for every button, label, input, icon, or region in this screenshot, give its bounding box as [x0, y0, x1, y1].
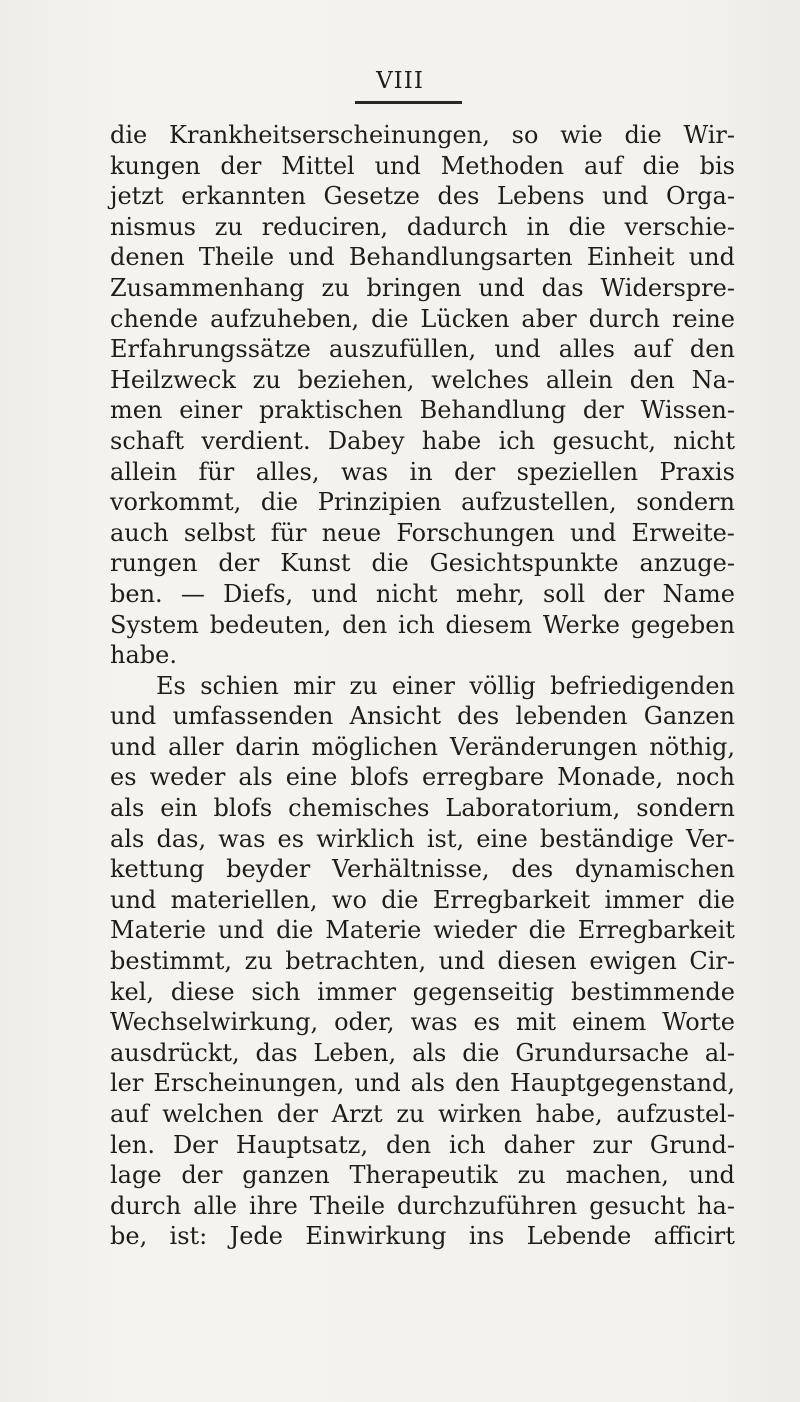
text-line: und aller darin möglichen Veränderungen nöthig,	[110, 732, 735, 761]
text-line: chende aufzuheben, die Lücken aber durch reine	[110, 304, 735, 333]
text-line: lage der ganzen Therapeutik zu machen, und	[110, 1161, 735, 1190]
text-line: als ein blofs chemisches Laboratorium, sondern	[110, 794, 735, 823]
text-line: denen Theile und Behandlungsarten Einheit und	[110, 243, 735, 272]
page-number: VIII	[376, 68, 424, 94]
text-line: rungen der Kunst die Gesichtspunkte anzuge-	[110, 549, 735, 578]
text-line: Erfahrungssätze auszufüllen, und alles auf den	[110, 335, 735, 364]
text-line: und materiellen, wo die Erregbarkeit immer die	[110, 885, 735, 914]
text-line: Zusammenhang zu bringen und das Widerspre-	[110, 273, 735, 302]
text-line: System bedeuten, den ich diesem Werke gegeben	[110, 610, 735, 639]
header-rule	[355, 101, 462, 104]
text-line: es weder als eine blofs erregbare Monade, noch	[110, 763, 735, 792]
text-line: len. Der Hauptsatz, den ich daher zur Grund-	[110, 1130, 735, 1159]
body-text	[110, 120, 735, 1252]
text-line: auf welchen der Arzt zu wirken habe, aufzustel-	[110, 1100, 735, 1128]
text-line: kungen der Mittel und Methoden auf die bis	[110, 151, 735, 180]
text-line: men einer praktischen Behandlung der Wissen-	[110, 396, 735, 425]
text-line: ler Erscheinungen, und als den Hauptgegenstand,	[110, 1069, 735, 1098]
text-line: Es schien mir zu einer völlig befriedigenden	[156, 671, 735, 700]
text-line: jetzt erkannten Gesetze des Lebens und Orga-	[110, 182, 735, 211]
text-line: auch selbst für neue Forschungen und Erweite-	[110, 518, 735, 547]
text-line: kel, diese sich immer gegenseitig bestimmende	[110, 977, 735, 1006]
text-line: nismus zu reduciren, dadurch in die verschie-	[110, 212, 735, 241]
text-line: die Krankheitserscheinungen, so wie die Wir-	[110, 121, 735, 149]
text-line: Materie und die Materie wieder die Erregbarkeit	[110, 916, 735, 945]
text-line: habe.	[110, 641, 177, 670]
text-line: durch alle ihre Theile durchzuführen gesucht ha-	[110, 1191, 735, 1220]
text-line: kettung beyder Verhältnisse, des dynamischen	[110, 855, 735, 884]
text-line: ben. — Diefs, und nicht mehr, soll der Name	[110, 579, 735, 608]
paragraph	[110, 671, 735, 1252]
text-line: ausdrückt, das Leben, als die Grundursache al-	[110, 1038, 735, 1067]
paragraph	[110, 120, 735, 671]
text-line: vorkommt, die Prinzipien aufzustellen, sondern	[110, 488, 735, 517]
text-line: allein für alles, was in der speziellen Praxis	[110, 457, 735, 486]
text-line: Wechselwirkung, oder, was es mit einem Worte	[110, 1008, 735, 1037]
text-line: als das, was es wirklich ist, eine beständige Ver-	[110, 824, 735, 853]
text-line: und umfassenden Ansicht des lebenden Ganzen	[110, 702, 735, 731]
text-line: be, ist: Jede Einwirkung ins Lebende afficirt	[110, 1222, 735, 1251]
text-line: bestimmt, zu betrachten, und diesen ewigen Cir-	[110, 947, 735, 976]
text-line: schaft verdient. Dabey habe ich gesucht, nicht	[110, 426, 735, 455]
text-line: Heilzweck zu beziehen, welches allein den Na-	[110, 365, 735, 394]
